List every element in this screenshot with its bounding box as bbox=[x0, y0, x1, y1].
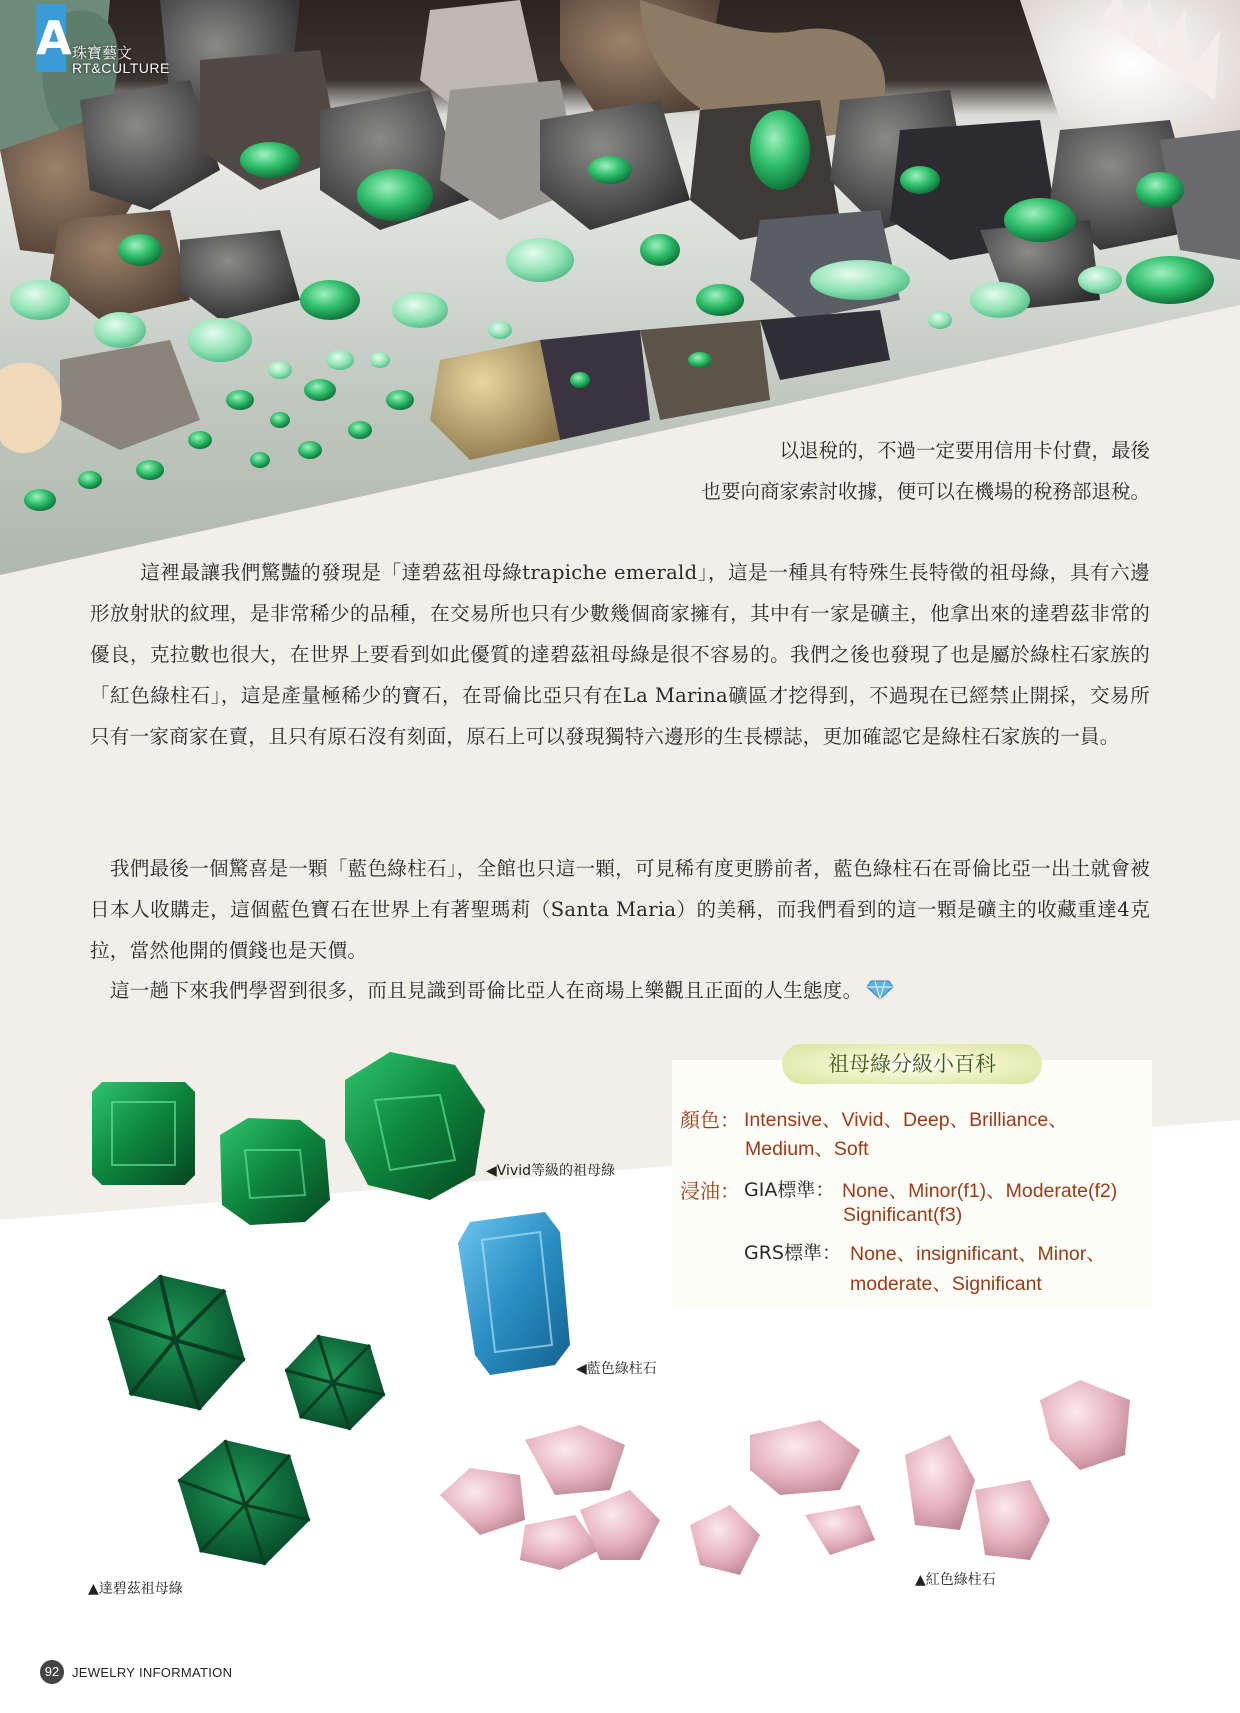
article-paragraph-3 bbox=[90, 970, 1150, 1011]
article-paragraph-1 bbox=[90, 552, 1150, 757]
vivid-emerald-1 bbox=[92, 1082, 195, 1185]
section-title-en: RT&CULTURE bbox=[72, 60, 170, 76]
color-values-line-2: Medium、Soft bbox=[745, 1138, 869, 1160]
paragraph-2-text: 我們最後一個驚喜是一顆「藍色綠柱石」，全館也只這一顆，可見稀有度更勝前者，藍色綠柱石在哥倫比亞一出土就會被日本人收購走，這個藍色寶石在世界上有著聖瑪莉（Santa Maria）的美稱，而我們看到的這一顆是礦主的收藏重達4克拉，當然他開的價錢也是天價。 bbox=[90, 857, 1150, 962]
paragraph-1-text: 這裡最讓我們驚豔的發現是「達碧茲祖母綠trapiche emerald」，這是一種具有特殊生長特徵的祖母綠，具有六邊形放射狀的紋理，是非常稀少的品種，在交易所也只有少數幾個商家擁有，其中有一家是礦主，他拿出來的達碧茲非常的優良，克拉數也很大，在世界上要看到如此優質的達碧茲祖母綠是很不容易的。我們之後也發現了也是屬於綠柱石家族的「紅色綠柱石」，這是產量極稀少的寶石，在哥倫比亞只有在La Marina礦區才挖得到，不過現在已經禁止開採，交易所只有一家商家在賣，且只有原石沒有刻面，原石上可以發現獨特六邊形的生長標誌，更加確認它是綠柱石家族的一員。 bbox=[90, 561, 1150, 748]
red-beryl-crystals bbox=[440, 1380, 1130, 1575]
section-badge bbox=[36, 4, 196, 74]
grs-label: GRS標準： bbox=[744, 1242, 841, 1264]
page-number: 92 bbox=[40, 1660, 64, 1684]
color-values-line-1: Intensive、Vivid、Deep、Brilliance、 bbox=[744, 1109, 1068, 1131]
info-box-title: 祖母綠分級小百科 bbox=[782, 1044, 1042, 1084]
blue-beryl bbox=[458, 1212, 570, 1375]
continued-line-1: 以退稅的，不過一定要用信用卡付費，最後 bbox=[779, 439, 1150, 462]
paragraph-3-text: 這一趟下來我們學習到很多，而且見識到哥倫比亞人在商場上樂觀且正面的人生態度。 bbox=[110, 979, 863, 1002]
vivid-emerald-3 bbox=[345, 1052, 485, 1200]
gia-values-line-2: Significant(f3) bbox=[843, 1204, 963, 1226]
caption-blue-beryl: ◀藍色綠柱石 bbox=[576, 1361, 657, 1377]
continued-text bbox=[430, 430, 1150, 512]
page-footer bbox=[40, 1660, 232, 1684]
section-title-zh: 珠寶藝文 bbox=[72, 44, 133, 62]
magazine-name: JEWELRY INFORMATION bbox=[72, 1664, 233, 1680]
trapiche-emerald-3 bbox=[178, 1440, 310, 1565]
gia-values-line-1: None、Minor(f1)、Moderate(f2) bbox=[842, 1180, 1118, 1202]
section-letter: A bbox=[36, 4, 66, 72]
caption-vivid-emerald: ◀Vivid等級的祖母綠 bbox=[486, 1163, 615, 1179]
oil-label: 浸油： bbox=[680, 1179, 740, 1203]
grs-values-line-2: moderate、Significant bbox=[850, 1273, 1042, 1295]
diamond-end-icon bbox=[866, 980, 894, 1000]
trapiche-emerald-1 bbox=[108, 1275, 245, 1410]
continued-line-2: 也要向商家索討收據，便可以在機場的稅務部退稅。 bbox=[701, 480, 1150, 503]
color-label: 顏色： bbox=[680, 1108, 740, 1132]
vivid-emerald-2 bbox=[220, 1118, 330, 1225]
caption-red-beryl: ▲紅色綠柱石 bbox=[915, 1572, 996, 1588]
emerald-grading-box bbox=[672, 1052, 1152, 1310]
caption-trapiche-emerald: ▲達碧茲祖母綠 bbox=[88, 1581, 183, 1597]
grs-values-line-1: None、insignificant、Minor、 bbox=[850, 1243, 1106, 1265]
article-paragraph-2 bbox=[90, 848, 1150, 971]
gia-label: GIA標準： bbox=[744, 1179, 835, 1201]
trapiche-emerald-2 bbox=[285, 1335, 385, 1430]
